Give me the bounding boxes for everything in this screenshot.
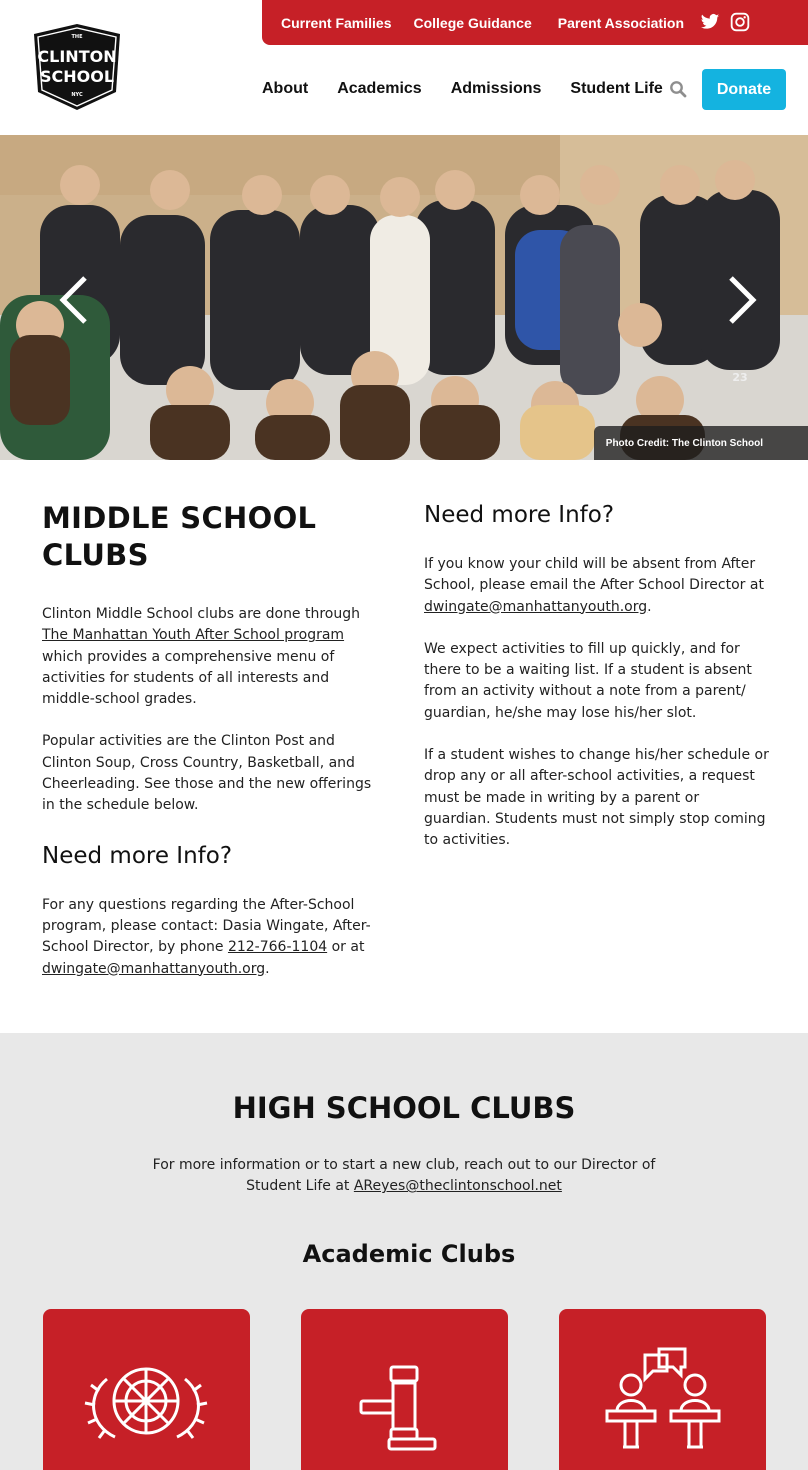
club-card-model-un[interactable] bbox=[43, 1309, 250, 1470]
schedule-change-text: If a student wishes to change his/her schedule or drop any or all after-school activities, a request must be made in writing by a parent or guardian. Students must not simply stop coming to activities. bbox=[424, 747, 769, 849]
intro-text-end: which provides a comprehensive menu of activities for students of all interests and middle-school grades. bbox=[42, 648, 335, 708]
academic-clubs-heading: Academic Clubs bbox=[302, 1240, 516, 1268]
intro-text-start: Clinton Middle School clubs are done through bbox=[42, 606, 361, 622]
hs-intro-line1: For more information or to start a new club, reach out to our Director of bbox=[152, 1157, 656, 1173]
gavel-icon bbox=[301, 1309, 508, 1470]
logo-school: SCHOOL bbox=[39, 67, 115, 86]
absence-email-link[interactable]: dwingate@manhattanyouth.org bbox=[424, 598, 648, 615]
site-header bbox=[0, 0, 808, 135]
contact-text bbox=[42, 895, 377, 980]
high-school-intro bbox=[150, 1155, 658, 1198]
email-link[interactable]: dwingate@manhattanyouth.org bbox=[42, 960, 266, 977]
search-icon[interactable] bbox=[669, 80, 687, 98]
nav-admissions[interactable]: Admissions bbox=[450, 80, 542, 97]
absence-text-end: . bbox=[647, 598, 652, 615]
high-school-title: HIGH SCHOOL CLUBS bbox=[232, 1091, 576, 1125]
left-info-heading: Need more Info? bbox=[42, 842, 233, 869]
jersey-number: 23 bbox=[732, 371, 748, 384]
logo-clinton: CLINTON bbox=[37, 47, 117, 66]
utility-nav bbox=[262, 0, 808, 45]
club-card-debate[interactable] bbox=[559, 1309, 766, 1470]
absence-text-start: If you know your child will be absent from After School, please email the After School Director at bbox=[424, 556, 764, 594]
photo-credit: Photo Credit: The Clinton School bbox=[594, 426, 808, 460]
utility-link-current-families[interactable]: Current Families bbox=[281, 14, 392, 31]
phone-link[interactable]: 212-766-1104 bbox=[227, 939, 328, 956]
un-emblem-icon bbox=[43, 1309, 250, 1470]
absence-text bbox=[424, 554, 769, 618]
logo-nyc: NYC bbox=[71, 92, 83, 98]
clinton-school-logo[interactable] bbox=[30, 22, 124, 112]
nav-about[interactable]: About bbox=[262, 80, 309, 97]
students-group-photo bbox=[0, 135, 808, 460]
high-school-section bbox=[0, 1033, 808, 1470]
twitter-icon[interactable] bbox=[700, 12, 720, 32]
contact-text-mid: or at bbox=[327, 939, 365, 956]
popular-activities-text: Popular activities are the Clinton Post and Clinton Soup, Cross Country, Basketball, and Cheerleading. See those and the new offerings in the schedule below. bbox=[42, 733, 372, 814]
utility-link-college-guidance[interactable]: College Guidance bbox=[413, 14, 532, 31]
contact-text-start: For any questions regarding the After-School program, please contact: Dasia Wingate, After-School Director, by phone bbox=[42, 896, 371, 956]
logo-the: THE bbox=[71, 34, 83, 40]
right-info-heading: Need more Info? bbox=[424, 502, 615, 528]
carousel-next-arrow-icon[interactable] bbox=[726, 275, 758, 325]
social-links bbox=[700, 12, 750, 32]
contact-text-end: . bbox=[265, 960, 270, 977]
main-nav bbox=[262, 68, 677, 110]
nav-student-life[interactable]: Student Life bbox=[570, 80, 663, 97]
middle-school-intro bbox=[42, 604, 377, 710]
club-card-mock-trial[interactable] bbox=[301, 1309, 508, 1470]
debate-icon bbox=[559, 1309, 766, 1470]
hs-intro-line2: Student Life at bbox=[246, 1178, 354, 1195]
instagram-icon[interactable] bbox=[730, 12, 750, 32]
middle-school-left-column bbox=[42, 500, 377, 980]
waiting-list-text: We expect activities to fill up quickly, and for there to be a waiting list. If a student is absent from an activity without a note from a parent/ guardian, he/she may lose his/her slot. bbox=[424, 640, 752, 721]
donate-button[interactable]: Donate bbox=[702, 69, 786, 110]
middle-school-section bbox=[0, 460, 808, 1033]
hero-carousel bbox=[0, 135, 808, 460]
utility-link-parent-association[interactable]: Parent Association bbox=[557, 14, 685, 31]
manhattan-youth-link[interactable]: The Manhattan Youth After School program bbox=[42, 627, 345, 644]
nav-academics[interactable]: Academics bbox=[337, 80, 422, 97]
carousel-prev-arrow-icon[interactable] bbox=[58, 275, 90, 325]
middle-school-title: MIDDLE SCHOOL CLUBS bbox=[42, 501, 317, 572]
middle-school-right-column bbox=[424, 500, 769, 852]
student-life-email-link[interactable]: AReyes@theclintonschool.net bbox=[353, 1178, 562, 1195]
